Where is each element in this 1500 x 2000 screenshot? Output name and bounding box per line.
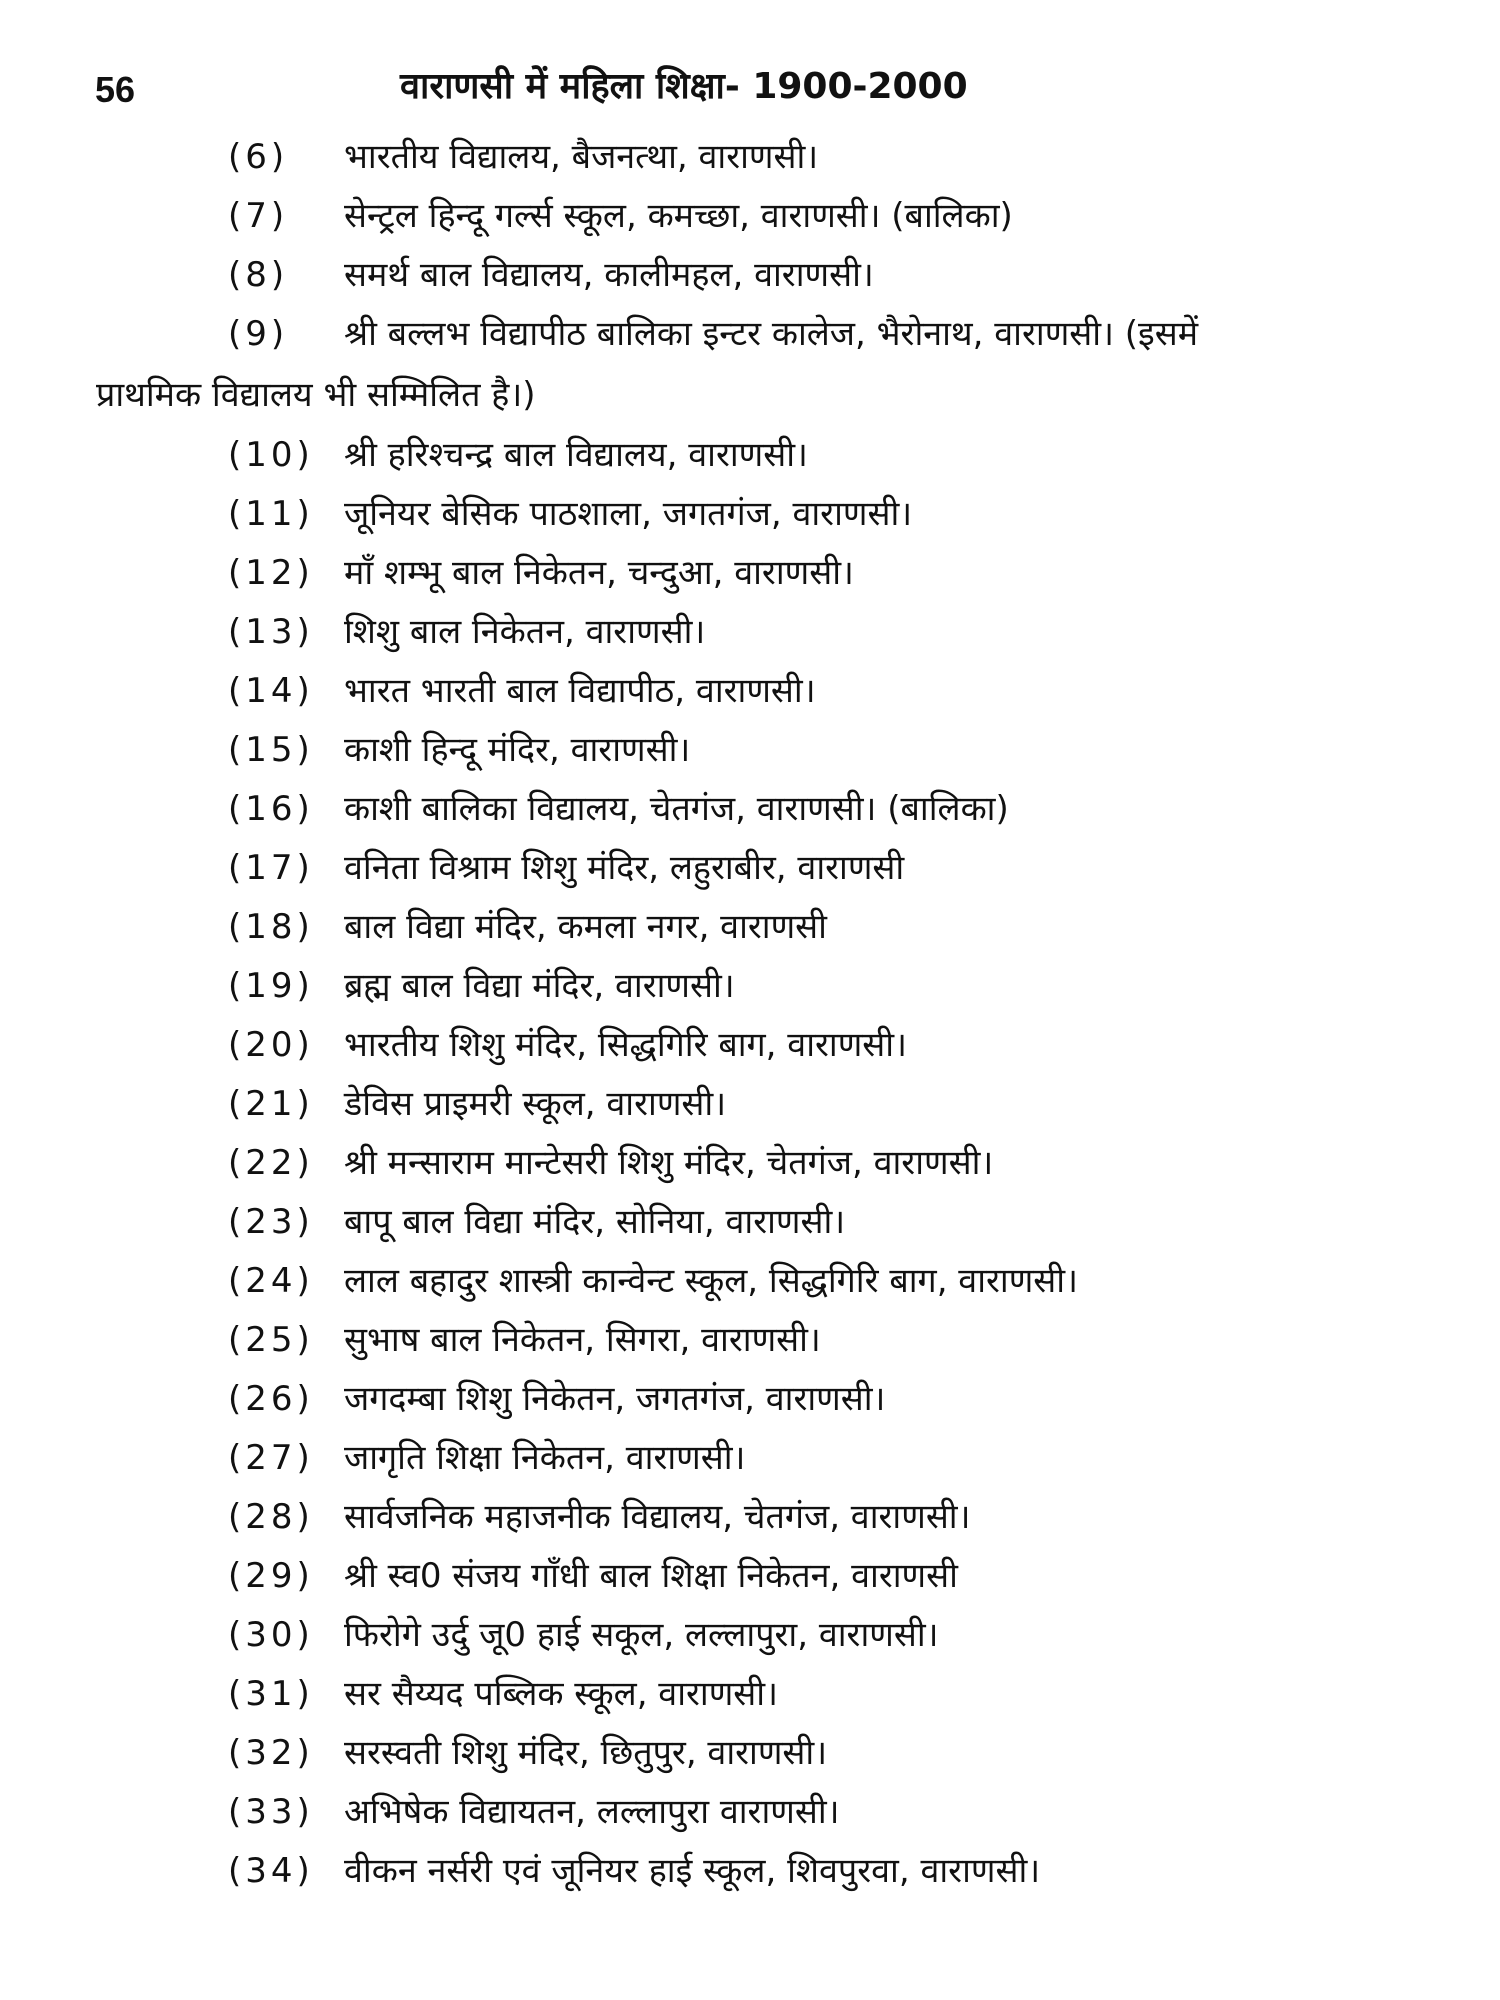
item-text: वीकन नर्सरी एवं जूनियर हाई स्कूल, शिवपुरवा, वाराणसी। — [344, 1851, 1041, 1891]
item-text: श्री बल्लभ विद्यापीठ बालिका इन्टर कालेज, भैरोनाथ, वाराणसी। (इसमें — [344, 314, 1199, 354]
item-text: सेन्ट्रल हिन्दू गर्ल्स स्कूल, कमच्छा, वाराणसी। (बालिका) — [344, 196, 1013, 236]
item-number: (19) — [228, 966, 314, 1006]
school-list — [0, 128, 1500, 1901]
item-number: (22) — [228, 1143, 314, 1183]
list-item — [0, 780, 1500, 839]
list-item — [0, 426, 1500, 485]
item-number: (29) — [228, 1556, 314, 1596]
list-item — [0, 187, 1500, 246]
item-number: (13) — [228, 612, 314, 652]
list-item — [0, 1016, 1500, 1075]
item-number: (11) — [228, 494, 314, 534]
item-text: काशी बालिका विद्यालय, चेतगंज, वाराणसी। (बालिका) — [344, 789, 1009, 829]
item-text: जागृति शिक्षा निकेतन, वाराणसी। — [344, 1438, 746, 1478]
item-number: (8) — [228, 255, 289, 295]
item-number: (26) — [228, 1379, 314, 1419]
item-number: (20) — [228, 1025, 314, 1065]
list-item — [0, 1783, 1500, 1842]
list-item — [0, 839, 1500, 898]
item-number: (10) — [228, 435, 314, 475]
list-item — [0, 1547, 1500, 1606]
item-number: (7) — [228, 196, 289, 236]
list-item — [0, 128, 1500, 187]
list-item — [0, 1134, 1500, 1193]
list-item — [0, 1724, 1500, 1783]
running-title: वाराणसी में महिला शिक्षा- 1900-2000 — [400, 66, 968, 107]
list-item — [0, 1075, 1500, 1134]
list-item — [0, 544, 1500, 603]
page-header — [95, 62, 1440, 122]
item-text: डेविस प्राइमरी स्कूल, वाराणसी। — [344, 1084, 727, 1124]
item-number: (24) — [228, 1261, 314, 1301]
item-text: अभिषेक विद्यायतन, लल्लापुरा वाराणसी। — [344, 1792, 840, 1832]
item-text: सर सैय्यद पब्लिक स्कूल, वाराणसी। — [344, 1674, 778, 1714]
item-number: (17) — [228, 848, 314, 888]
item-number: (6) — [228, 137, 289, 177]
list-item — [0, 485, 1500, 544]
item-text: सार्वजनिक महाजनीक विद्यालय, चेतगंज, वाराणसी। — [344, 1497, 971, 1537]
list-item — [0, 1193, 1500, 1252]
item-number: (34) — [228, 1851, 314, 1891]
item-text: श्री मन्साराम मान्टेसरी शिशु मंदिर, चेतगंज, वाराणसी। — [344, 1143, 994, 1183]
item-number: (33) — [228, 1792, 314, 1832]
list-item — [0, 603, 1500, 662]
item-number: (21) — [228, 1084, 314, 1124]
list-item — [0, 1488, 1500, 1547]
list-item — [0, 721, 1500, 780]
item-text: भारतीय विद्यालय, बैजनत्था, वाराणसी। — [344, 137, 819, 177]
item-number: (15) — [228, 730, 314, 770]
item-number: (25) — [228, 1320, 314, 1360]
item-number: (16) — [228, 789, 314, 829]
item-text: लाल बहादुर शास्त्री कान्वेन्ट स्कूल, सिद्धगिरि बाग, वाराणसी। — [344, 1261, 1078, 1301]
item-text: शिशु बाल निकेतन, वाराणसी। — [344, 612, 706, 652]
item-number: (23) — [228, 1202, 314, 1242]
list-item — [0, 957, 1500, 1016]
item-text: श्री हरिश्चन्द्र बाल विद्यालय, वाराणसी। — [344, 435, 808, 475]
item-number: (14) — [228, 671, 314, 711]
item-text: माँ शम्भू बाल निकेतन, चन्दुआ, वाराणसी। — [344, 553, 854, 593]
item-text: भारत भारती बाल विद्यापीठ, वाराणसी। — [344, 671, 816, 711]
item-text: ब्रह्म बाल विद्या मंदिर, वाराणसी। — [344, 966, 735, 1006]
item-number: (9) — [228, 314, 289, 354]
item-text: फिरोगे उर्दु जू0 हाई सकूल, लल्लापुरा, वाराणसी। — [344, 1615, 939, 1655]
list-item — [0, 246, 1500, 305]
item-number: (30) — [228, 1615, 314, 1655]
item-text: जूनियर बेसिक पाठशाला, जगतगंज, वाराणसी। — [344, 494, 913, 534]
item-text: काशी हिन्दू मंदिर, वाराणसी। — [344, 730, 691, 770]
item-text-continuation: प्राथमिक विद्यालय भी सम्मिलित है।) — [96, 375, 536, 415]
list-item — [0, 1429, 1500, 1488]
item-number: (18) — [228, 907, 314, 947]
item-number: (28) — [228, 1497, 314, 1537]
page-number: 56 — [95, 69, 136, 110]
list-item — [0, 305, 1500, 364]
item-text: बापू बाल विद्या मंदिर, सोनिया, वाराणसी। — [344, 1202, 846, 1242]
list-item — [0, 1665, 1500, 1724]
list-item — [0, 898, 1500, 957]
item-text: भारतीय शिशु मंदिर, सिद्धगिरि बाग, वाराणसी। — [344, 1025, 907, 1065]
item-text: वनिता विश्राम शिशु मंदिर, लहुराबीर, वाराणसी — [344, 848, 905, 888]
item-number: (32) — [228, 1733, 314, 1773]
item-text: समर्थ बाल विद्यालय, कालीमहल, वाराणसी। — [344, 255, 874, 295]
list-item — [0, 662, 1500, 721]
list-item — [0, 1370, 1500, 1429]
list-item — [0, 1842, 1500, 1901]
list-item — [0, 1311, 1500, 1370]
item-text: जगदम्बा शिशु निकेतन, जगतगंज, वाराणसी। — [344, 1379, 886, 1419]
item-text: सरस्वती शिशु मंदिर, छितुपुर, वाराणसी। — [344, 1733, 828, 1773]
list-item — [0, 1606, 1500, 1665]
list-item — [0, 1252, 1500, 1311]
item-number: (12) — [228, 553, 314, 593]
item-number: (27) — [228, 1438, 314, 1478]
item-text: सुभाष बाल निकेतन, सिगरा, वाराणसी। — [344, 1320, 821, 1360]
item-text: श्री स्व0 संजय गाँधी बाल शिक्षा निकेतन, वाराणसी — [344, 1556, 958, 1596]
item-text: बाल विद्या मंदिर, कमला नगर, वाराणसी — [344, 907, 827, 947]
item-number: (31) — [228, 1674, 314, 1714]
